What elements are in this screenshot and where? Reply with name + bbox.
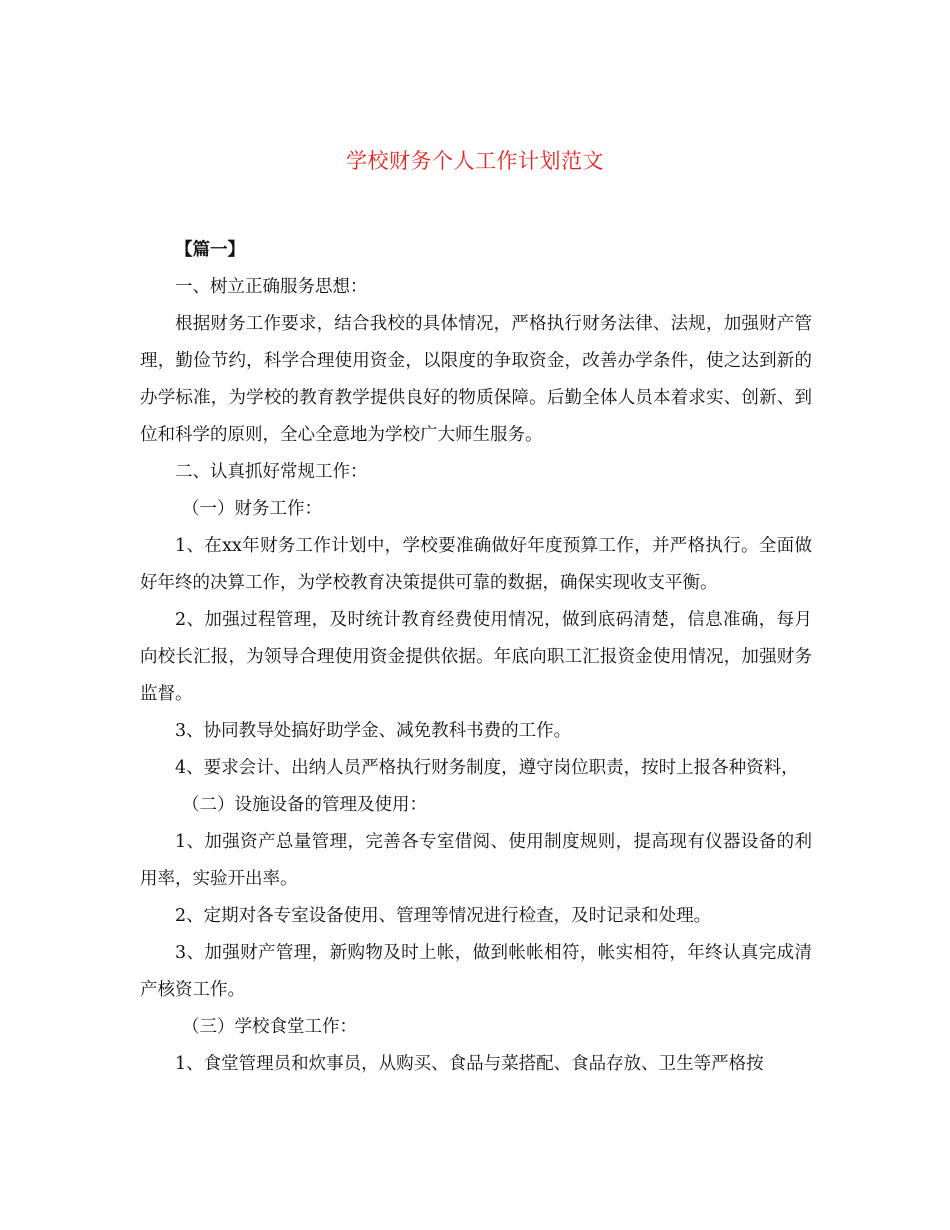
subheading-finance: （一）财务工作： [182,499,322,519]
paragraph-finance-4: 4、要求会计、出纳人员严格执行财务制度，遵守岗位职责，按时上报各种资料， [175,758,799,778]
paragraph-service-thought: 根据财务工作要求，结合我校的具体情况，严格执行财务法律、法规，加强财产管理，勤俭节约，科学合理使用资金，以限度的争取资金，改善办学条件，使之达到新的办学标准，为学校的教育教学提供良好的物质保障。后勤全体人员本着求实、创新、到位和科学的原则，全心全意地为学校广大师生服务。 [140,314,812,445]
paragraph-facilities-2: 2、定期对各专室设备使用、管理等情况进行检查，及时记录和处理。 [175,906,712,926]
paragraph-finance-1: 1、在xx年财务工作计划中，学校要准确做好年度预算工作，并严格执行。全面做好年终的决算工作，为学校教育决策提供可靠的数据，确保实现收支平衡。 [140,536,812,593]
paragraph-facilities-3: 3、加强财产管理，新购物及时上帐，做到帐帐相符，帐实相符，年终认真完成清产核资工作。 [140,943,812,1000]
paragraph-finance-2: 2、加强过程管理，及时统计教育经费使用情况，做到底码清楚，信息准确，每月向校长汇报，为领导合理使用资金提供依据。年底向职工汇报资金使用情况，加强财务监督。 [140,610,812,704]
heading-routine-work: 二、认真抓好常规工作： [175,462,368,482]
paragraph-canteen-1: 1、食堂管理员和炊事员，从购买、食品与菜搭配、食品存放、卫生等严格按 [175,1054,764,1074]
subheading-facilities: （二）设施设备的管理及使用： [182,795,427,815]
document-title: 学校财务个人工作计划范文 [346,149,604,173]
heading-service-thought: 一、树立正确服务思想： [175,277,368,297]
paragraph-finance-3: 3、协同教导处搞好助学金、减免教科书费的工作。 [175,721,572,741]
subheading-canteen: （三）学校食堂工作： [182,1017,357,1037]
section-label: 【篇一】 [175,240,245,260]
paragraph-facilities-1: 1、加强资产总量管理，完善各专室借阅、使用制度规则，提高现有仪器设备的利用率，实验开出率。 [140,832,812,889]
document-body [140,232,812,1083]
